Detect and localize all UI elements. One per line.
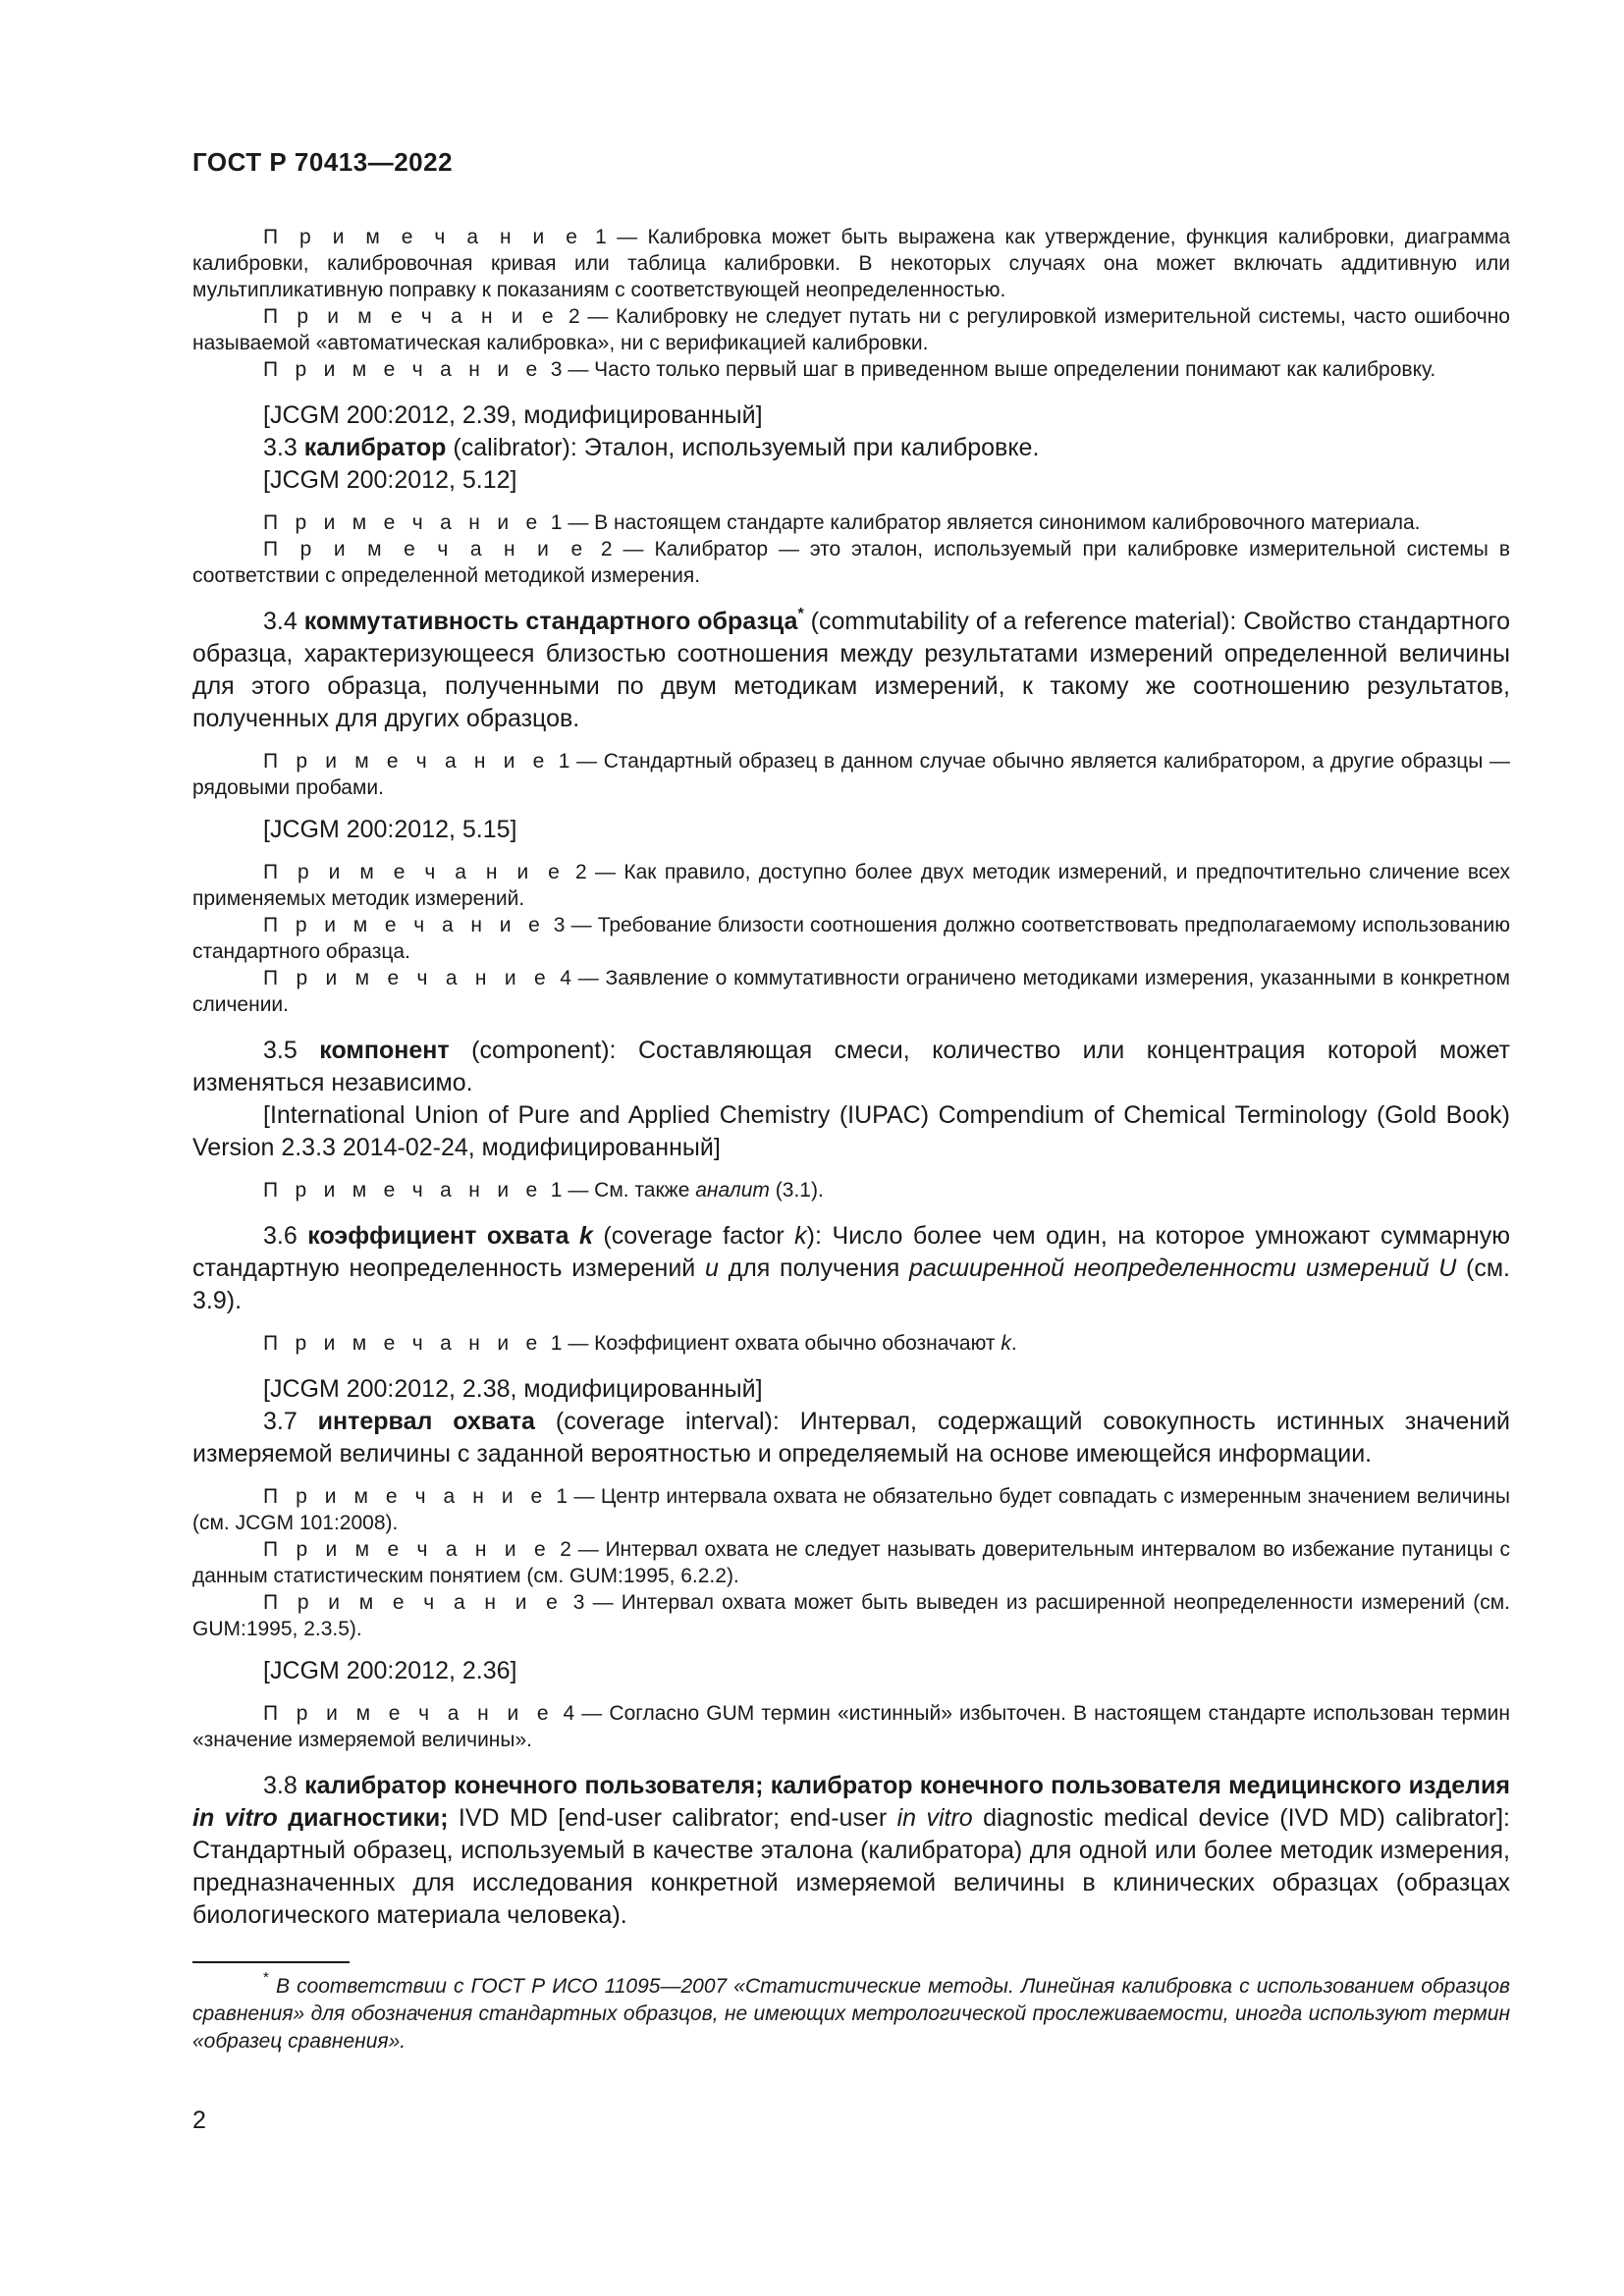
page-content <box>192 224 1510 1932</box>
term-3-7: 3.7 интервал охвата (coverage interval): Интервал, содержащий совокупность истинных значений измеряемой величины с заданной вероятностью и определяемый на основе имеющейся информации. <box>192 1408 1510 1468</box>
note-label: П р и м е ч а н и е <box>263 750 551 773</box>
note-label: П р и м е ч а н и е <box>263 1332 543 1355</box>
footnote-marker: * <box>263 1969 269 1986</box>
note-label: П р и м е ч а н и е <box>263 1591 564 1614</box>
term-3-6: 3.6 коэффициент охвата k (coverage factor k): Число более чем один, на которое умножают суммарную стандартную неопределенность измерений u для получения расширенной неопределенности измерений U (см. 3.9). <box>192 1222 1510 1314</box>
term-name: компонент <box>319 1037 450 1064</box>
note-label: П р и м е ч а н и е <box>263 305 560 328</box>
note-3-4-3: П р и м е ч а н и е 3 — Требование близости соотношения должно соответствовать предполагаемому использованию стандартного образца. <box>192 914 1510 963</box>
note-label: П р и м е ч а н и е <box>263 538 588 561</box>
note-label: П р и м е ч а н и е <box>263 1538 552 1561</box>
note-label: П р и м е ч а н и е <box>263 914 546 936</box>
note-3-7-3: П р и м е ч а н и е 3 — Интервал охвата может быть выведен из расширенной неопределенности измерений (см. GUM:1995, 2.3.5). <box>192 1591 1510 1640</box>
note-label: П р и м е ч а н и е <box>263 226 583 248</box>
note-3-2-2: П р и м е ч а н и е 2 — Калибровку не следует путать ни с регулировкой измерительной системы, часто ошибочно называемой «автоматическая калибровка», ни с верификацией калибровки. <box>192 305 1510 354</box>
document-header: ГОСТ Р 70413—2022 <box>192 147 454 177</box>
reference-3-7: [JCGM 200:2012, 2.36] <box>263 1657 517 1684</box>
reference-3-6: [JCGM 200:2012, 2.38, модифицированный] <box>263 1375 763 1403</box>
term-name: интервал охвата <box>317 1408 535 1435</box>
reference-3-4: [JCGM 200:2012, 5.15] <box>263 816 517 843</box>
term-name: калибратор конечного пользователя; калибратор конечного пользователя медицинского изделия in vitro диагностики; <box>192 1772 1510 1832</box>
footnote: * В соответствии с ГОСТ Р ИСО 11095—2007 «Статистические методы. Линейная калибровка с использованием образцов сравнения» для обозначения стандартных образцов, не имеющих метрологической прослеживаемости, иногда используют термин «образец сравнения». <box>192 1969 1510 2053</box>
term-name: калибратор <box>303 434 447 461</box>
note-3-4-2: П р и м е ч а н и е 2 — Как правило, доступно более двух методик измерений, и предпочтительно сличение всех применяемых методик измерений. <box>192 861 1510 910</box>
term-3-8: 3.8 калибратор конечного пользователя; калибратор конечного пользователя медицинского изделия in vitro диагностики; IVD MD [end-user calibrator; end-user in vitro diagnostic medical device (IVD MD) calibrator]: Стандартный образец, используемый в качестве эталона (калибратора) для одной или более методик измерения, предназначенных для исследования конкретной измеряемой величины в клинических образцах (образцах биологического материала человека). <box>192 1772 1511 1929</box>
page-number: 2 <box>192 2107 206 2134</box>
note-label: П р и м е ч а н и е <box>263 861 566 883</box>
note-label: П р и м е ч а н и е <box>263 1702 555 1725</box>
note-3-4-4: П р и м е ч а н и е 4 — Заявление о коммутативности ограничено методиками измерения, указанными в конкретном сличении. <box>192 967 1510 1016</box>
note-3-3-1: П р и м е ч а н и е 1 — В настоящем стандарте калибратор является синонимом калибровочного материала. <box>263 511 1421 534</box>
note-label: П р и м е ч а н и е <box>263 1485 549 1508</box>
reference-3-3: [JCGM 200:2012, 5.12] <box>263 466 517 494</box>
footnote-divider <box>192 1961 350 1963</box>
term-3-5: 3.5 компонент (component): Составляющая смеси, количество или концентрация которой может изменяться независимо. <box>192 1037 1511 1096</box>
note-3-2-1: П р и м е ч а н и е 1 — Калибровка может быть выражена как утверждение, функция калибровки, диаграмма калибровки, калибровочная кривая или таблица калибровки. В некоторых случаях она может включать аддитивную или мультипликативную поправку к показаниям с соответствующей неопределенностью. <box>192 226 1510 301</box>
note-3-6-1: П р и м е ч а н и е 1 — Коэффициент охвата обычно обозначают k. <box>263 1332 1017 1355</box>
term-3-3: 3.3 калибратор (calibrator): Эталон, используемый при калибровке. <box>263 434 1040 461</box>
note-3-2-3: П р и м е ч а н и е 3 — Часто только первый шаг в приведенном выше определении понимают как калибровку. <box>263 358 1436 381</box>
term-3-4: 3.4 коммутативность стандартного образца* (commutability of a reference material): Свойство стандартного образца, характеризующееся близостью соотношения между результатами измерений определенной величины для этого образца, полученными по двум методикам измерений, к такому же соотношению результатов, полученных для других образцов. <box>192 605 1510 732</box>
note-label: П р и м е ч а н и е <box>263 358 543 381</box>
note-label: П р и м е ч а н и е <box>263 967 552 989</box>
note-3-5-1: П р и м е ч а н и е 1 — См. также аналит (3.1). <box>263 1179 824 1201</box>
note-3-7-4: П р и м е ч а н и е 4 — Согласно GUM термин «истинный» избыточен. В настоящем стандарте использован термин «значение измеряемой величины». <box>192 1702 1510 1751</box>
note-label: П р и м е ч а н и е <box>263 511 543 534</box>
note-label: П р и м е ч а н и е <box>263 1179 543 1201</box>
term-name: коммутативность стандартного образца* <box>303 605 804 635</box>
note-3-4-1: П р и м е ч а н и е 1 — Стандартный образец в данном случае обычно является калибратором, а другие образцы — рядовыми пробами. <box>192 750 1510 799</box>
reference-3-2: [JCGM 200:2012, 2.39, модифицированный] <box>263 401 763 429</box>
note-3-3-2: П р и м е ч а н и е 2 — Калибратор — это эталон, используемый при калибровке измерительной системы в соответствии с определенной методикой измерения. <box>192 538 1510 587</box>
reference-3-5: [International Union of Pure and Applied Chemistry (IUPAC) Compendium of Chemical Terminology (Gold Book) Version 2.3.3 2014-02-24, модифицированный] <box>192 1101 1510 1161</box>
term-name: коэффициент охвата k <box>307 1222 593 1250</box>
footnote-marker[interactable]: * <box>797 605 804 622</box>
note-3-7-2: П р и м е ч а н и е 2 — Интервал охвата не следует называть доверительным интервалом во избежание путаницы с данным статистическим понятием (см. GUM:1995, 6.2.2). <box>192 1538 1510 1587</box>
note-3-7-1: П р и м е ч а н и е 1 — Центр интервала охвата не обязательно будет совпадать с измеренным значением величины (см. JCGM 101:2008). <box>192 1485 1510 1534</box>
